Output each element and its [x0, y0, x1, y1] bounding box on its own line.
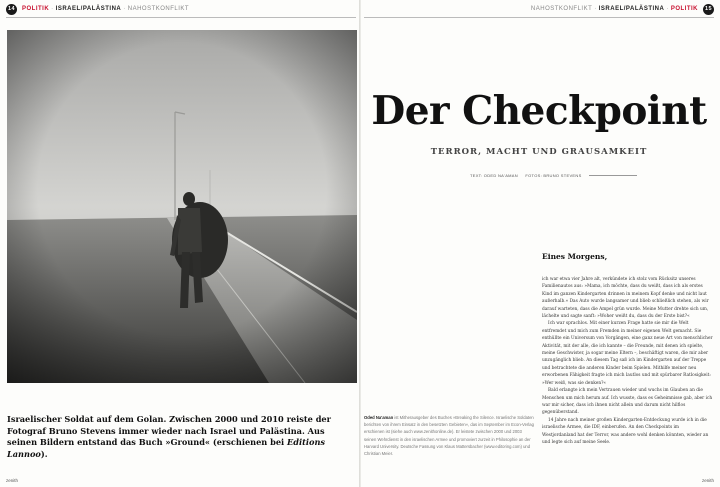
- caption-text: Israelischer Soldat auf dem Golan. Zwischen 2000 und 2010 reiste der Fotograf Bruno Stevens immer wieder nach Israel und Palästina. Aus seinen Bildern entstand das Buch »Ground« (erschienen bei: [7, 414, 331, 447]
- credits-rule: [589, 175, 637, 176]
- section-label-left: POLITIK: [22, 6, 50, 12]
- article-paragraph: Bald erlangte ich mein Vertrauen wieder und wuchs im Glauben an die Menschen um mich herum auf. Ich wusste, dass es Geheimnisse gab, aber ich war mir sicher, dass ich ihnen nicht allein und darum nicht hilflos gegenüberstand.: [542, 388, 713, 416]
- article-lead: Eines Morgens,: [542, 252, 608, 261]
- article-body: [542, 252, 714, 446]
- caption-suffix: ).: [40, 448, 48, 459]
- article-paragraph: 14 Jahre nach meiner großen Kindergarten-Entdeckung wurde ich in die israelische Armee, die IDF, einberufen. An den Checkpoints im Westjordanland hat der Terror, was andere wohl denken könnten, wieder an und legte sich auf meine Seele.: [542, 417, 709, 445]
- article-subheadline: TERROR, MACHT UND GRAUSAMKEIT: [430, 147, 648, 157]
- caption-publisher: Editions Lannoo: [7, 437, 326, 459]
- text-credit: TEXT: ODED NA'AMAN: [470, 173, 518, 178]
- fog-road-illustration: [7, 30, 357, 383]
- article-paragraph: Ich war sprachlos. Mit einer kurzen Frage hatte sie mir die Welt entfremdet und mich zum Fremden in meiner eigenen Welt gemacht. Sie enthüllte ein Universum von Vorgängen, eine ganz neue Art von menschlicher Aktivität, mit der alle, die ich kannte – die Freunde, mit denen ich spielte, meine Geschwister, ja sogar meine Eltern –, beschäftigt waren, die mir aber unzugänglich blieb. An diesem Tag saß ich im Kindergarten auf der Treppe und betrachtete die anderen Kinder beim Spielen. Mithilfe meiner neu erworbenen Fähigkeit fragte ich mich lautlos und mit spürbarer Ratlosigkeit: »Wer weiß, was sie denken?«: [542, 321, 713, 386]
- rubric-label-left: NAHOSTKONFLIKT: [127, 6, 190, 12]
- section-label-right: POLITIK: [670, 6, 698, 12]
- article-headline: Der Checkpoint: [371, 88, 707, 134]
- separator-dot: ·: [594, 6, 597, 12]
- header-rule-left: [6, 17, 356, 18]
- header-rule-right: [364, 17, 714, 18]
- page-gutter: [359, 0, 361, 487]
- author-bio-text: ist Mitherausgeber des Buches »Breaking the Silence. Israelische Soldaten berichten von ihrem Einsatz in den besetzten Gebieten«, das im September im Econ-Verlag erschienen ist (siehe auch www.zenithonline.de). Er leistete zwischen 2000 und 2003 seinen Wehrdienst in den israelischen Armee und promoviert zurzeit in Philosophie an der Harvard University. Deutsche Fassung von Klaus Mattersbacher (www.editoring.com) und Christian Meier.: [364, 415, 534, 457]
- article-paragraph: ich war etwa vier Jahre alt, verkündete ich stolz vom Rücksitz unseres Familienautos aus: »Mama, ich möchte, dass du weißt, dass ich als erstes Kind im ganzen Kindergarten drinnen in meinem Kopf denke und nicht laut außerhalb.« Das Auto wurde langsamer und blieb schließlich stehen, als wir darauf warteten, dass die Ampel grün wurde. Meine Mutter drehte sich um, lächelte und sagte sanft: »Woher weißt du, dass du der Erste bist?«: [542, 277, 709, 320]
- soldier-photo: [7, 30, 357, 383]
- separator-dot: ·: [51, 6, 54, 12]
- article-credits: [470, 173, 643, 178]
- header-right: [531, 4, 714, 14]
- footer-right: zenith: [701, 478, 714, 483]
- page-number-left: 14: [6, 4, 17, 15]
- topic-label-left: ISRAEL/PALÄSTINA: [55, 6, 122, 12]
- separator-dot: ·: [666, 6, 669, 12]
- footer-left: zenith: [6, 478, 19, 483]
- photo-credit: FOTOS: BRUNO STEVENS: [525, 173, 582, 178]
- header-left: [6, 4, 189, 14]
- topic-label-right: ISRAEL/PALÄSTINA: [598, 6, 665, 12]
- separator-dot: ·: [123, 6, 126, 12]
- page-number-right: 15: [703, 4, 714, 15]
- author-name: Oded Na'aman: [364, 415, 394, 420]
- photo-caption-bold: [7, 414, 347, 460]
- rubric-label-right: NAHOSTKONFLIKT: [530, 6, 593, 12]
- author-bio: [364, 414, 534, 457]
